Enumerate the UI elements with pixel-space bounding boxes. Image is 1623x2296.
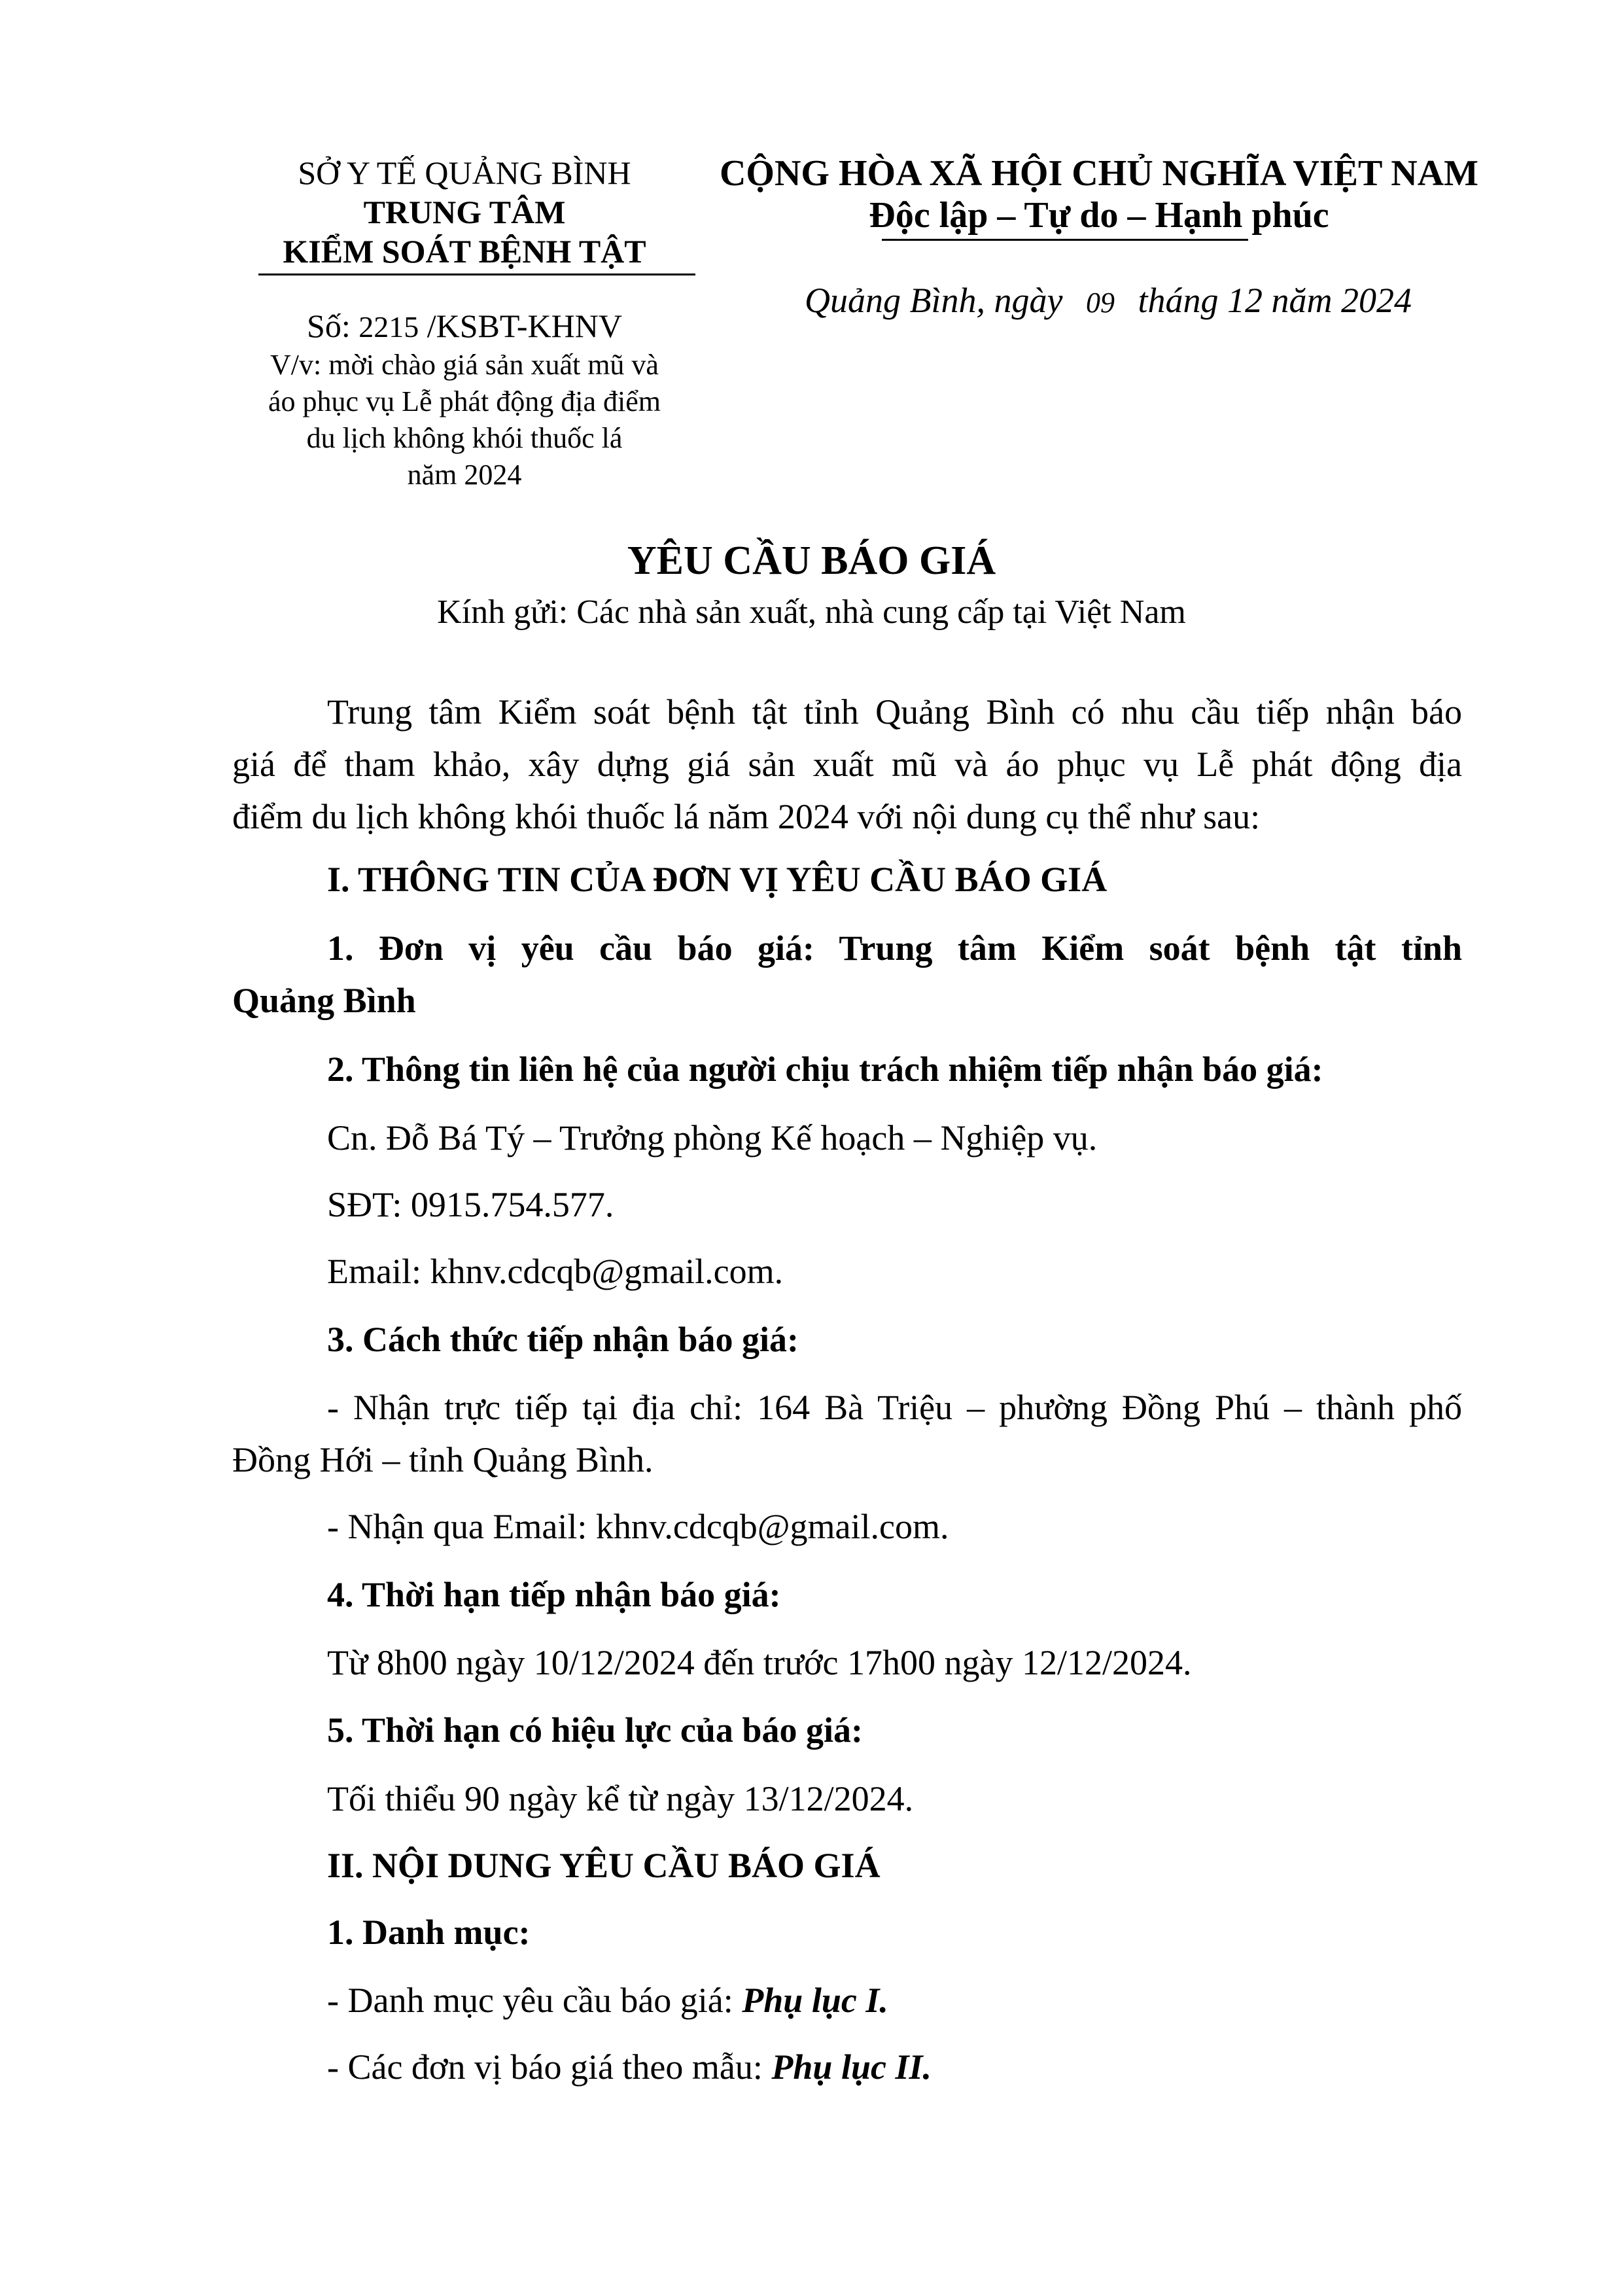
center-name-line2: KIỂM SOÁT BỆNH TẬT	[283, 233, 646, 270]
item-3-heading: 3. Cách thức tiếp nhận báo giá:	[327, 1320, 799, 1359]
so-label: Số:	[307, 308, 351, 344]
subject-line-3: du lịch không khói thuốc lá	[306, 422, 623, 454]
intro-line-1: Trung tâm Kiểm soát bệnh tật tỉnh Quảng Bình có nhu cầu tiếp nhận báo	[327, 692, 1462, 732]
item-2-heading: 2. Thông tin liên hệ của người chịu trách nhiệm tiếp nhận báo giá:	[327, 1050, 1323, 1089]
catalog-line	[327, 1979, 888, 2022]
quote-validity: Tối thiểu 90 ngày kể từ ngày 13/12/2024.	[327, 1779, 914, 1818]
document-title: YÊU CẦU BÁO GIÁ	[627, 539, 996, 583]
document-number	[229, 306, 700, 347]
date-suffix: tháng 12 năm 2024	[1138, 281, 1412, 320]
section-2-heading: II. NỘI DUNG YÊU CẦU BÁO GIÁ	[327, 1846, 881, 1885]
contact-phone: SĐT: 0915.754.577.	[327, 1185, 614, 1224]
item-4-heading: 4. Thời hạn tiếp nhận báo giá:	[327, 1575, 781, 1614]
section-1-heading: I. THÔNG TIN CỦA ĐƠN VỊ YÊU CẦU BÁO GIÁ	[327, 860, 1108, 899]
form-prefix: - Các đơn vị báo giá theo mẫu:	[327, 2047, 772, 2087]
intro-line-2: giá để tham khảo, xây dựng giá sản xuất mũ và áo phục vụ Lễ phát động địa	[232, 745, 1462, 784]
item-1-line-1: 1. Đơn vị yêu cầu báo giá: Trung tâm Kiểm soát bệnh tật tỉnh	[327, 928, 1462, 968]
department-name: SỞ Y TẾ QUẢNG BÌNH	[298, 154, 631, 191]
date-prefix: Quảng Bình, ngày	[805, 281, 1063, 320]
center-name-line1: TRUNG TÂM	[363, 194, 566, 230]
subject-line-2: áo phục vụ Lễ phát động địa điểm	[268, 385, 661, 417]
receive-direct-line-1: - Nhận trực tiếp tại địa chỉ: 164 Bà Triệu – phường Đồng Phú – thành phố	[327, 1388, 1462, 1427]
header-right-divider	[882, 239, 1248, 241]
item-5-heading: 5. Thời hạn có hiệu lực của báo giá:	[327, 1710, 863, 1750]
contact-person: Cn. Đỗ Bá Tý – Trưởng phòng Kế hoạch – Nghiệp vụ.	[327, 1118, 1098, 1157]
catalog-prefix: - Danh mục yêu cầu báo giá:	[327, 1981, 742, 2020]
so-suffix: /KSBT-KHNV	[427, 308, 622, 344]
appendix-1-ref: Phụ lục I.	[742, 1981, 888, 2020]
appendix-2-ref: Phụ lục II.	[771, 2047, 932, 2087]
receive-deadline: Từ 8h00 ngày 10/12/2024 đến trước 17h00 ngày 12/12/2024.	[327, 1643, 1192, 1682]
contact-email: Email: khnv.cdcqb@gmail.com.	[327, 1252, 784, 1291]
item-1-line-2: Quảng Bình	[232, 981, 416, 1020]
receive-email: - Nhận qua Email: khnv.cdcqb@gmail.com.	[327, 1507, 949, 1546]
national-title: CỘNG HÒA XÃ HỘI CHỦ NGHĨA VIỆT NAM	[719, 153, 1479, 194]
so-number: 2215	[358, 310, 419, 344]
receive-direct-line-2: Đồng Hới – tỉnh Quảng Bình.	[232, 1440, 654, 1479]
date-line	[805, 280, 1412, 321]
section-2-item-1-heading: 1. Danh mục:	[327, 1913, 531, 1952]
subject-line-1: V/v: mời chào giá sản xuất mũ và	[270, 349, 659, 381]
date-day: 09	[1085, 287, 1115, 319]
national-motto: Độc lập – Tự do – Hạnh phúc	[869, 195, 1329, 236]
intro-line-3: điểm du lịch không khói thuốc lá năm 2024 với nội dung cụ thể như sau:	[232, 797, 1261, 836]
form-line	[327, 2045, 932, 2089]
recipient-line: Kính gửi: Các nhà sản xuất, nhà cung cấp tại Việt Nam	[437, 593, 1186, 631]
header-left-divider	[258, 274, 695, 275]
subject-line-4: năm 2024	[407, 459, 522, 491]
